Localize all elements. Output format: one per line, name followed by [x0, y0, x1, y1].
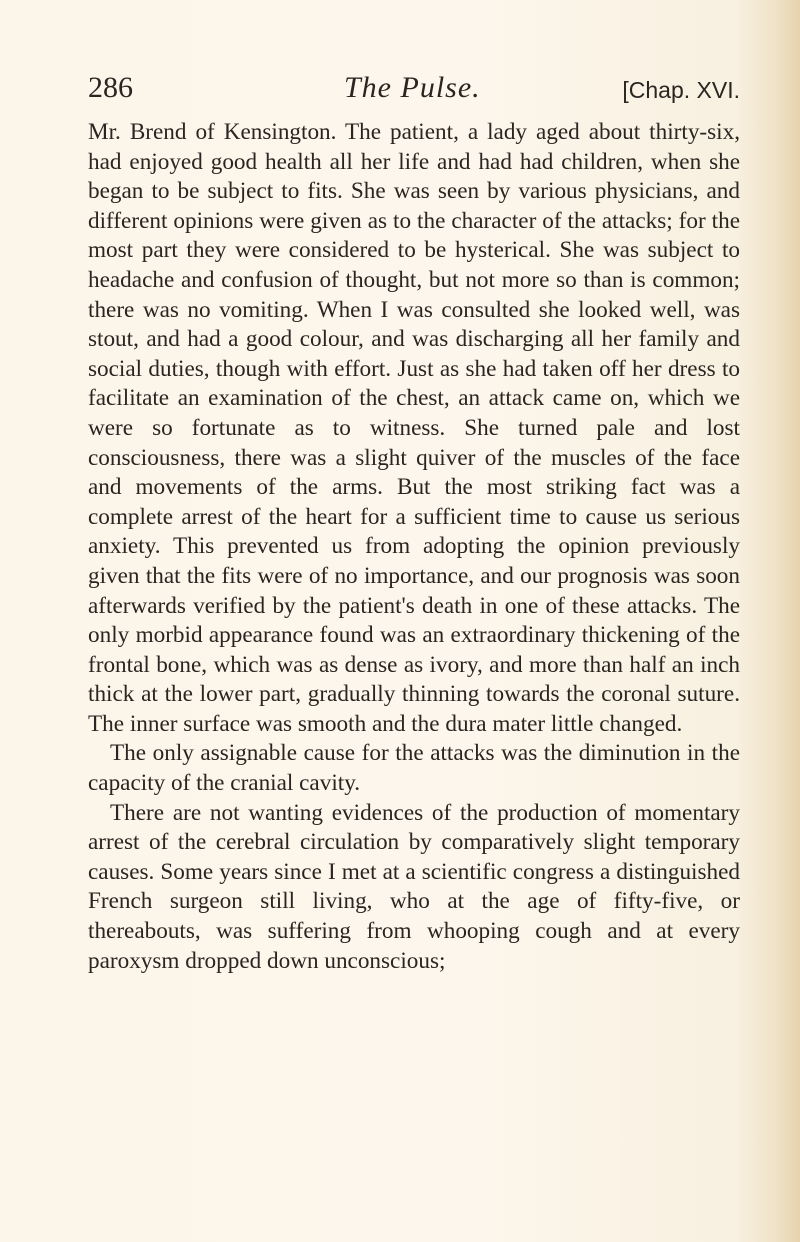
page-header [88, 68, 740, 108]
paragraph: The only assignable cause for the attacks was the diminution in the capacity of the cranial cavity. [88, 740, 740, 797]
paragraph: Mr. Brend of Kensington. The patient, a lady aged about thirty-six, had enjoyed good health all her life and had had children, when she began to be subject to fits. She was seen by various physicians, and different opinions were given as to the character of the attacks; for the most part they were considered to be hysterical. She was subject to headache and confusion of thought, but not more so than is common; there was no vomiting. When I was consulted she looked well, was stout, and had a good colour, and was discharging all her family and social duties, though with effort. Just as she had taken off her dress to facilitate an examination of the chest, an attack came on, which we were so fortunate as to witness. She turned pale and lost consciousness, there was a slight quiver of the muscles of the face and movements of the arms. But the most striking fact was a complete arrest of the heart for a sufficient time to cause us serious anxiety. This prevented us from adopting the opinion previously given that the fits were of no importance, and our prognosis was soon afterwards verified by the patient's death in one of these attacks. The only morbid appearance found was an extraordinary thickening of the frontal bone, which was as dense as ivory, and more than half an inch thick at the lower part, gradually thinning towards the coronal suture. The inner surface was smooth and the dura mater little changed. [88, 119, 740, 737]
paragraph: There are not wanting evidences of the production of momentary arrest of the cerebral circulation by comparatively slight temporary causes. Some years since I met at a scientific congress a distinguished French surgeon still living, who at the age of fifty-five, or thereabouts, was suffering from whooping cough and at every paroxysm dropped down unconscious; [88, 799, 740, 974]
page-number: 286 [88, 71, 133, 104]
chapter-reference: [Chap. XVI. [622, 77, 740, 103]
body-text [88, 118, 740, 976]
running-title: The Pulse. [344, 71, 481, 104]
